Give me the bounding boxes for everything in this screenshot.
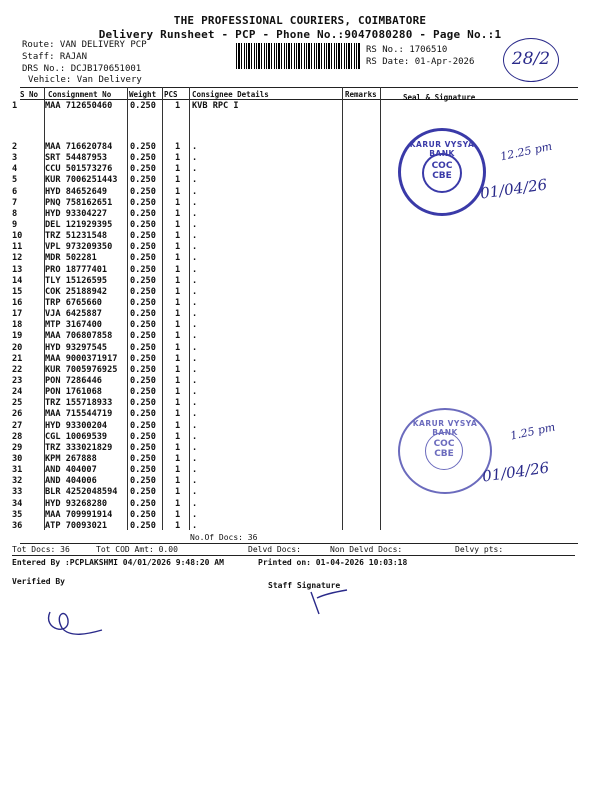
- row-weight: 0.250: [130, 431, 156, 442]
- row-sno: 6: [12, 186, 18, 197]
- row-sno: 14: [12, 275, 23, 286]
- route: Route: VAN DELIVERY PCP: [22, 40, 147, 50]
- table-row: [12, 209, 572, 220]
- row-weight: 0.250: [130, 219, 156, 230]
- row-consignee-details: .: [192, 442, 198, 453]
- row-pcs: 1: [175, 309, 181, 320]
- row-consignment-no: PRO 18777401: [45, 264, 108, 275]
- table-row: [12, 387, 572, 398]
- stamp-city: CBE: [434, 449, 454, 459]
- row-pcs: 1: [175, 387, 181, 398]
- table-row: [12, 398, 572, 409]
- row-weight: 0.250: [130, 286, 156, 297]
- table-header-border: [20, 99, 578, 100]
- row-consignee-details: .: [192, 286, 198, 297]
- row-sno: 13: [12, 264, 23, 275]
- row-consignee-details: .: [192, 264, 198, 275]
- row-consignment-no: CGL 10069539: [45, 431, 108, 442]
- row-consignee-details: .: [192, 231, 198, 242]
- table-top-border: [20, 87, 578, 88]
- row-sno: 26: [12, 409, 23, 420]
- row-consignment-no: MAA 716620784: [45, 142, 113, 152]
- row-consignment-no: CCU 501573276: [45, 164, 113, 175]
- row-sno: 28: [12, 431, 23, 442]
- row-weight: 0.250: [130, 101, 156, 111]
- col-weight: Weight: [129, 90, 157, 99]
- row-pcs: 1: [175, 342, 181, 353]
- stamp-bank-name: KARUR VYSYA BANK: [409, 140, 475, 158]
- row-sno: 8: [12, 208, 18, 219]
- row-consignee-details: .: [192, 375, 198, 386]
- row-pcs: 1: [175, 153, 181, 164]
- row-pcs: 1: [175, 465, 181, 476]
- col-signature: Seal & Signature: [403, 93, 476, 102]
- stamp-code: COC: [431, 161, 453, 171]
- stamp-bank-name: KARUR VYSYA BANK: [412, 419, 478, 437]
- table-row: [12, 320, 572, 331]
- total-docs: Tot Docs: 36: [12, 545, 70, 554]
- row-weight: 0.250: [130, 231, 156, 242]
- row-consignee-details: .: [192, 409, 198, 420]
- staff-signature: Staff Signature: [268, 581, 341, 590]
- table-row: [12, 164, 572, 175]
- row-pcs: 1: [175, 520, 181, 531]
- row-sno: 27: [12, 420, 23, 431]
- row-consignee-details: .: [192, 297, 198, 308]
- row-pcs: 1: [175, 353, 181, 364]
- row-pcs: 1: [175, 264, 181, 275]
- row-sno: 15: [12, 286, 23, 297]
- table-row: [12, 343, 572, 354]
- row-pcs: 1: [175, 175, 181, 186]
- row-consignee-details: .: [192, 153, 198, 164]
- row-consignee-details: .: [192, 320, 198, 331]
- row-pcs: 1: [175, 297, 181, 308]
- row-weight: 0.250: [130, 487, 156, 498]
- row-weight: 0.250: [130, 275, 156, 286]
- row-sno: 31: [12, 465, 23, 476]
- table-row: [12, 153, 572, 164]
- row-consignee-details: .: [192, 387, 198, 398]
- row-sno: 16: [12, 297, 23, 308]
- footer-divider: [12, 555, 575, 556]
- row-pcs: 1: [175, 164, 181, 175]
- non-delivered-docs: Non Delvd Docs:: [330, 545, 403, 554]
- table-row: [12, 265, 572, 276]
- row-sno: 19: [12, 331, 23, 342]
- row-pcs: 1: [175, 431, 181, 442]
- row-weight: 0.250: [130, 509, 156, 520]
- table-row: [12, 142, 572, 153]
- entered-by: Entered By :PCPLAKSHMI 04/01/2026 9:48:20 AM: [12, 558, 224, 567]
- row-consignee-details: .: [192, 164, 198, 175]
- row-sno: 25: [12, 398, 23, 409]
- bank-seal-stamp: [398, 128, 486, 216]
- table-row: [12, 231, 572, 242]
- printed-on: Printed on: 01-04-2026 10:03:18: [258, 558, 408, 567]
- company-title: THE PROFESSIONAL COURIERS, COIMBATORE: [173, 14, 427, 27]
- row-consignee-details: .: [192, 253, 198, 264]
- row-pcs: 1: [175, 186, 181, 197]
- table-row: [12, 253, 572, 264]
- row-consignment-no: MAA 9000371917: [45, 353, 118, 364]
- row-sno: 4: [12, 164, 18, 175]
- row-weight: 0.250: [130, 420, 156, 431]
- row-pcs: 1: [175, 375, 181, 386]
- row-pcs: 1: [175, 101, 181, 111]
- row-consignment-no: TRZ 155718933: [45, 398, 113, 409]
- col-sno: S No: [20, 90, 39, 99]
- row-weight: 0.250: [130, 320, 156, 331]
- table-row: [12, 309, 572, 320]
- row-weight: 0.250: [130, 353, 156, 364]
- row-weight: 0.250: [130, 498, 156, 509]
- row-weight: 0.250: [130, 297, 156, 308]
- delivered-docs: Delvd Docs:: [248, 545, 301, 554]
- table-row: [12, 510, 572, 521]
- row-pcs: 1: [175, 509, 181, 520]
- row-sno: 7: [12, 197, 18, 208]
- row-consignee-details: .: [192, 275, 198, 286]
- row-pcs: 1: [175, 453, 181, 464]
- row-consignee-details: .: [192, 453, 198, 464]
- row-weight: 0.250: [130, 142, 156, 152]
- no-of-docs: No.Of Docs: 36: [190, 533, 258, 542]
- row-sno: 24: [12, 387, 23, 398]
- row-consignment-no: SRT 54487953: [45, 153, 108, 164]
- col-details: Consignee Details: [192, 90, 269, 99]
- row-sno: 21: [12, 353, 23, 364]
- total-cod-amount: Tot COD Amt: 0.00: [96, 545, 178, 554]
- row-sno: 23: [12, 375, 23, 386]
- row-consignee-details: .: [192, 476, 198, 487]
- stamp-time: 1.25 pm: [509, 420, 557, 443]
- row-consignment-no: MTP 3167400: [45, 320, 102, 331]
- row-consignment-no: TLY 15126595: [45, 275, 108, 286]
- row-weight: 0.250: [130, 476, 156, 487]
- row-consignment-no: PON 1761068: [45, 387, 102, 398]
- row-consignment-no: KUR 7005976925: [45, 364, 118, 375]
- table-row: [12, 487, 572, 498]
- stamp-city: CBE: [432, 171, 452, 181]
- row-pcs: 1: [175, 409, 181, 420]
- row-consignee-details: .: [192, 331, 198, 342]
- row-weight: 0.250: [130, 164, 156, 175]
- row-weight: 0.250: [130, 197, 156, 208]
- table-row: [12, 331, 572, 342]
- staff: Staff: RAJAN: [22, 52, 88, 62]
- handwritten-page-number: 28/2: [503, 38, 559, 82]
- row-consignment-no: KPM 267888: [45, 453, 97, 464]
- row-consignee-details: KVB RPC I: [192, 101, 239, 111]
- row-sno: 29: [12, 442, 23, 453]
- row-consignment-no: MAA 709991914: [45, 509, 113, 520]
- row-consignment-no: PNQ 758162651: [45, 197, 113, 208]
- row-sno: 30: [12, 453, 23, 464]
- row-consignment-no: HYD 84652649: [45, 186, 108, 197]
- row-consignment-no: KUR 7006251443: [45, 175, 118, 186]
- verifier-signature: [40, 600, 110, 640]
- row-pcs: 1: [175, 208, 181, 219]
- row-sno: 35: [12, 509, 23, 520]
- stamp-date: 01/04/26: [479, 175, 549, 203]
- row-pcs: 1: [175, 498, 181, 509]
- row-sno: 10: [12, 231, 23, 242]
- row-consignment-no: VJA 6425887: [45, 309, 102, 320]
- row-consignment-no: TRZ 51231548: [45, 231, 108, 242]
- row-consignment-no: DEL 121929395: [45, 219, 113, 230]
- table-row: [12, 354, 572, 365]
- row-sno: 2: [12, 142, 18, 152]
- row-pcs: 1: [175, 331, 181, 342]
- row-sno: 20: [12, 342, 23, 353]
- row-consignee-details: .: [192, 342, 198, 353]
- row-weight: 0.250: [130, 186, 156, 197]
- row-pcs: 1: [175, 253, 181, 264]
- row-pcs: 1: [175, 231, 181, 242]
- table-row: [12, 365, 572, 376]
- row-weight: 0.250: [130, 253, 156, 264]
- row-consignee-details: .: [192, 520, 198, 531]
- row-sno: 36: [12, 520, 23, 531]
- verified-by: Verified By: [12, 577, 65, 586]
- row-sno: 33: [12, 487, 23, 498]
- row-weight: 0.250: [130, 520, 156, 531]
- row-consignment-no: MAA 715544719: [45, 409, 113, 420]
- row-consignee-details: .: [192, 197, 198, 208]
- row-consignment-no: ATP 70093021: [45, 520, 108, 531]
- stamp-code: COC: [433, 439, 455, 449]
- table-row: [12, 220, 572, 231]
- row-sno: 32: [12, 476, 23, 487]
- barcode: [236, 43, 361, 69]
- row-weight: 0.250: [130, 465, 156, 476]
- table-row: [12, 298, 572, 309]
- row-sno: 18: [12, 320, 23, 331]
- row-consignee-details: .: [192, 465, 198, 476]
- row-sno: 17: [12, 309, 23, 320]
- row-pcs: 1: [175, 398, 181, 409]
- row-consignee-details: .: [192, 498, 198, 509]
- drs-number: DRS No.: DCJB170651001: [22, 64, 142, 74]
- table-row: [12, 242, 572, 253]
- row-consignment-no: MAA 706807858: [45, 331, 113, 342]
- staff-signature-mark: [305, 584, 355, 619]
- row-consignee-details: .: [192, 509, 198, 520]
- table-row: [12, 499, 572, 510]
- row-weight: 0.250: [130, 442, 156, 453]
- row-consignment-no: COK 25188942: [45, 286, 108, 297]
- row-consignment-no: HYD 93304227: [45, 208, 108, 219]
- col-remarks: Remarks: [345, 90, 377, 99]
- row-consignee-details: .: [192, 219, 198, 230]
- row-pcs: 1: [175, 476, 181, 487]
- row-sno: 34: [12, 498, 23, 509]
- row-consignment-no: AND 404006: [45, 476, 97, 487]
- row-consignment-no: VPL 973209350: [45, 242, 113, 253]
- row-sno: 12: [12, 253, 23, 264]
- row-consignment-no: HYD 93300204: [45, 420, 108, 431]
- row-consignment-no: PON 7286446: [45, 375, 102, 386]
- row-weight: 0.250: [130, 175, 156, 186]
- row-weight: 0.250: [130, 409, 156, 420]
- row-consignee-details: .: [192, 364, 198, 375]
- table-row: [12, 376, 572, 387]
- row-pcs: 1: [175, 219, 181, 230]
- table-row: [12, 521, 572, 532]
- row-weight: 0.250: [130, 208, 156, 219]
- row-pcs: 1: [175, 197, 181, 208]
- col-pcs: PCS: [164, 90, 178, 99]
- row-consignee-details: .: [192, 175, 198, 186]
- row-pcs: 1: [175, 442, 181, 453]
- runsheet-subtitle: Delivery Runsheet - PCP - Phone No.:9047080280 - Page No.:1: [98, 28, 502, 41]
- row-pcs: 1: [175, 420, 181, 431]
- row-pcs: 1: [175, 364, 181, 375]
- row-consignment-no: TRP 6765660: [45, 297, 102, 308]
- bank-seal-stamp: [398, 408, 492, 494]
- row-weight: 0.250: [130, 453, 156, 464]
- row-weight: 0.250: [130, 153, 156, 164]
- rs-date: RS Date: 01-Apr-2026: [366, 57, 475, 67]
- row-consignment-no: MAA 712650460: [45, 101, 113, 111]
- row-pcs: 1: [175, 242, 181, 253]
- row-consignment-no: HYD 93297545: [45, 342, 108, 353]
- row-sno: 9: [12, 219, 18, 230]
- row-consignment-no: BLR 4252048594: [45, 487, 118, 498]
- row-pcs: 1: [175, 487, 181, 498]
- row-consignment-no: TRZ 333021829: [45, 442, 113, 453]
- row-pcs: 1: [175, 142, 181, 152]
- row-consignee-details: .: [192, 398, 198, 409]
- stamp-time: 12.25 pm: [499, 139, 554, 164]
- row-weight: 0.250: [130, 342, 156, 353]
- row-consignee-details: .: [192, 309, 198, 320]
- row-sno: 5: [12, 175, 18, 186]
- row-sno: 1: [12, 101, 18, 111]
- row-weight: 0.250: [130, 387, 156, 398]
- stamp-date: 01/04/26: [481, 458, 551, 486]
- table-bottom-border: [20, 543, 578, 544]
- row-weight: 0.250: [130, 375, 156, 386]
- row-consignee-details: .: [192, 242, 198, 253]
- row-consignment-no: HYD 93268280: [45, 498, 108, 509]
- vehicle: Vehicle: Van Delivery: [28, 75, 142, 85]
- rs-number: RS No.: 1706510: [366, 45, 448, 55]
- row-weight: 0.250: [130, 242, 156, 253]
- row-weight: 0.250: [130, 364, 156, 375]
- table-row: [12, 101, 572, 142]
- row-weight: 0.250: [130, 264, 156, 275]
- table-row: [12, 287, 572, 298]
- row-sno: 3: [12, 153, 18, 164]
- row-consignment-no: MDR 502281: [45, 253, 97, 264]
- row-sno: 11: [12, 242, 23, 253]
- row-pcs: 1: [175, 286, 181, 297]
- row-consignee-details: .: [192, 186, 198, 197]
- col-consignment: Consignment No: [48, 90, 112, 99]
- row-weight: 0.250: [130, 309, 156, 320]
- row-consignment-no: AND 404007: [45, 465, 97, 476]
- row-pcs: 1: [175, 275, 181, 286]
- row-pcs: 1: [175, 320, 181, 331]
- delivery-points: Delvy pts:: [455, 545, 504, 554]
- row-weight: 0.250: [130, 331, 156, 342]
- row-weight: 0.250: [130, 398, 156, 409]
- row-consignee-details: .: [192, 353, 198, 364]
- row-consignee-details: .: [192, 142, 198, 152]
- table-row: [12, 276, 572, 287]
- row-consignee-details: .: [192, 431, 198, 442]
- row-consignee-details: .: [192, 208, 198, 219]
- row-sno: 22: [12, 364, 23, 375]
- row-consignee-details: .: [192, 487, 198, 498]
- row-consignee-details: .: [192, 420, 198, 431]
